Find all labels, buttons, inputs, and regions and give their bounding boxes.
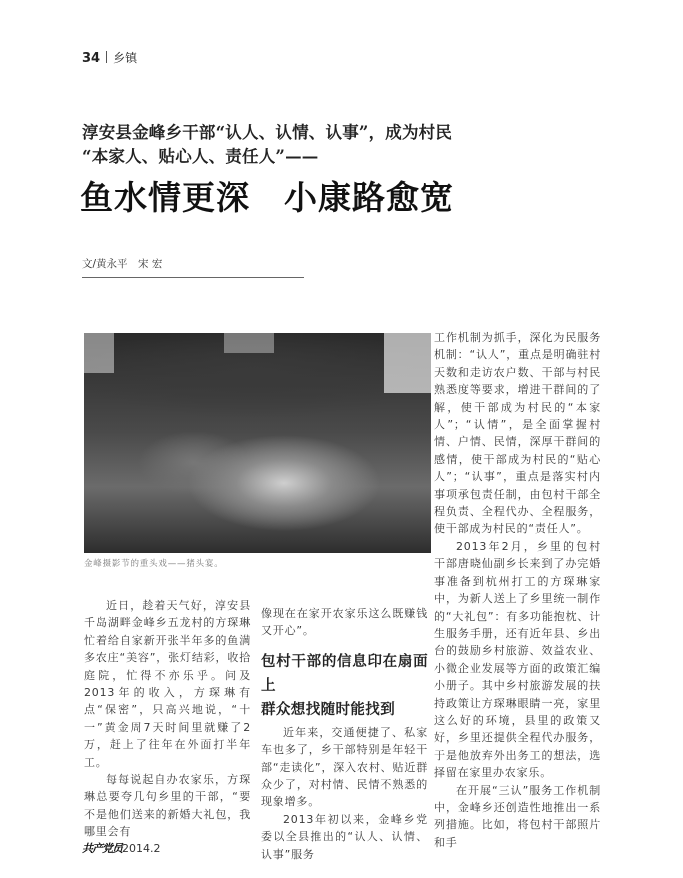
paragraph: 2013年初以来，金峰乡党委以全县推出的“认人、认情、认事”服务 [261, 812, 428, 861]
photo-caption: 金峰摄影节的重头戏——猪头宴。 [84, 559, 224, 569]
section-heading-line-2: 群众想找随时能找到 [261, 701, 396, 718]
article-title: 鱼水情更深 小康路愈宽 [80, 178, 454, 217]
article-photo [84, 333, 431, 553]
column-right [434, 329, 601, 851]
paragraph: 工作机制为抓手，深化为民服务机制：“认人”，重点是明确驻村天数和走访农户数、干部与村民熟悉度等要求，增进干群间的了解，使干部成为村民的“本家人”；“认情”，是全面掌握村情、户情、民情，深厚干群间的感情，使干部成为村民的“贴心人”；“认事”，重点是落实村内事项承包责任制，由包村干部全程负责、全程代办、全程服务，使干部成为村民的“责任人”。 [434, 331, 601, 536]
paragraph: 2013年2月，乡里的包村干部唐晓仙副乡长来到了办完婚事准备到杭州打工的方琛琳家中，为新人送上了乡里统一制作的“大礼包”：有多功能抱枕、计生服务手册，还有近年县、乡出台的鼓励乡村旅游、效益农业、小微企业发展等方面的政策汇编小册子。其中乡村旅游发展的扶持政策让方琛琳眼睛一亮，家里这么好的环境，县里的政策又好，乡里还提供全程代办服务，于是他放弃外出务工的想法，选择留在家里办农家乐。 [434, 539, 601, 780]
page-number: 34 [82, 51, 101, 66]
paragraph: 像现在在家开农家乐这么既赚钱又开心”。 [261, 607, 428, 638]
section-heading [261, 650, 428, 722]
paragraph: 在开展“三认”服务工作机制中，金峰乡还创造性地推出一系列措施。比如，将包村干部照片和手 [434, 783, 601, 849]
article-subtitle [82, 121, 452, 169]
paragraph: 近日，趁着天气好，淳安县千岛湖畔金峰乡五龙村的方琛琳忙着给自家新开张半年多的鱼满多农庄“美容”，张灯结彩，收拾庭院，忙得不亦乐乎。问及2013年的收入，方琛琳有点“保密”，只高兴地说，“十一”黄金周7天时间里就赚了2万，赶上了往年在外面打半年工。 [84, 599, 251, 769]
page-header [82, 50, 137, 67]
section-name: 乡镇 [113, 51, 138, 65]
article-subtitle-line-1: 淳安县金峰乡干部“认人、认情、认事”，成为村民 [82, 123, 453, 142]
article-subtitle-line-2: “本家人、贴心人、责任人”—— [82, 147, 319, 166]
paragraph: 每每说起自办农家乐，方琛琳总要夸几句乡里的干部，“要不是他们送来的新婚大礼包，我哪里会有 [84, 773, 251, 839]
divider [82, 277, 304, 278]
issue-number: 2014.2 [122, 842, 161, 855]
page-footer [82, 842, 161, 856]
paragraph: 近年来，交通便捷了、私家车也多了，乡干部特别是年轻干部“走读化”，深入农村、贴近群众少了，对村情、民情不熟悉的现象增多。 [261, 725, 428, 809]
column-middle [261, 605, 428, 863]
section-heading-line-1: 包村干部的信息印在扇面上 [261, 653, 428, 694]
divider [106, 51, 107, 63]
column-left [84, 597, 251, 841]
byline: 文/黄永平 宋 宏 [82, 258, 163, 270]
magazine-logo: 共产党员 [82, 842, 122, 855]
